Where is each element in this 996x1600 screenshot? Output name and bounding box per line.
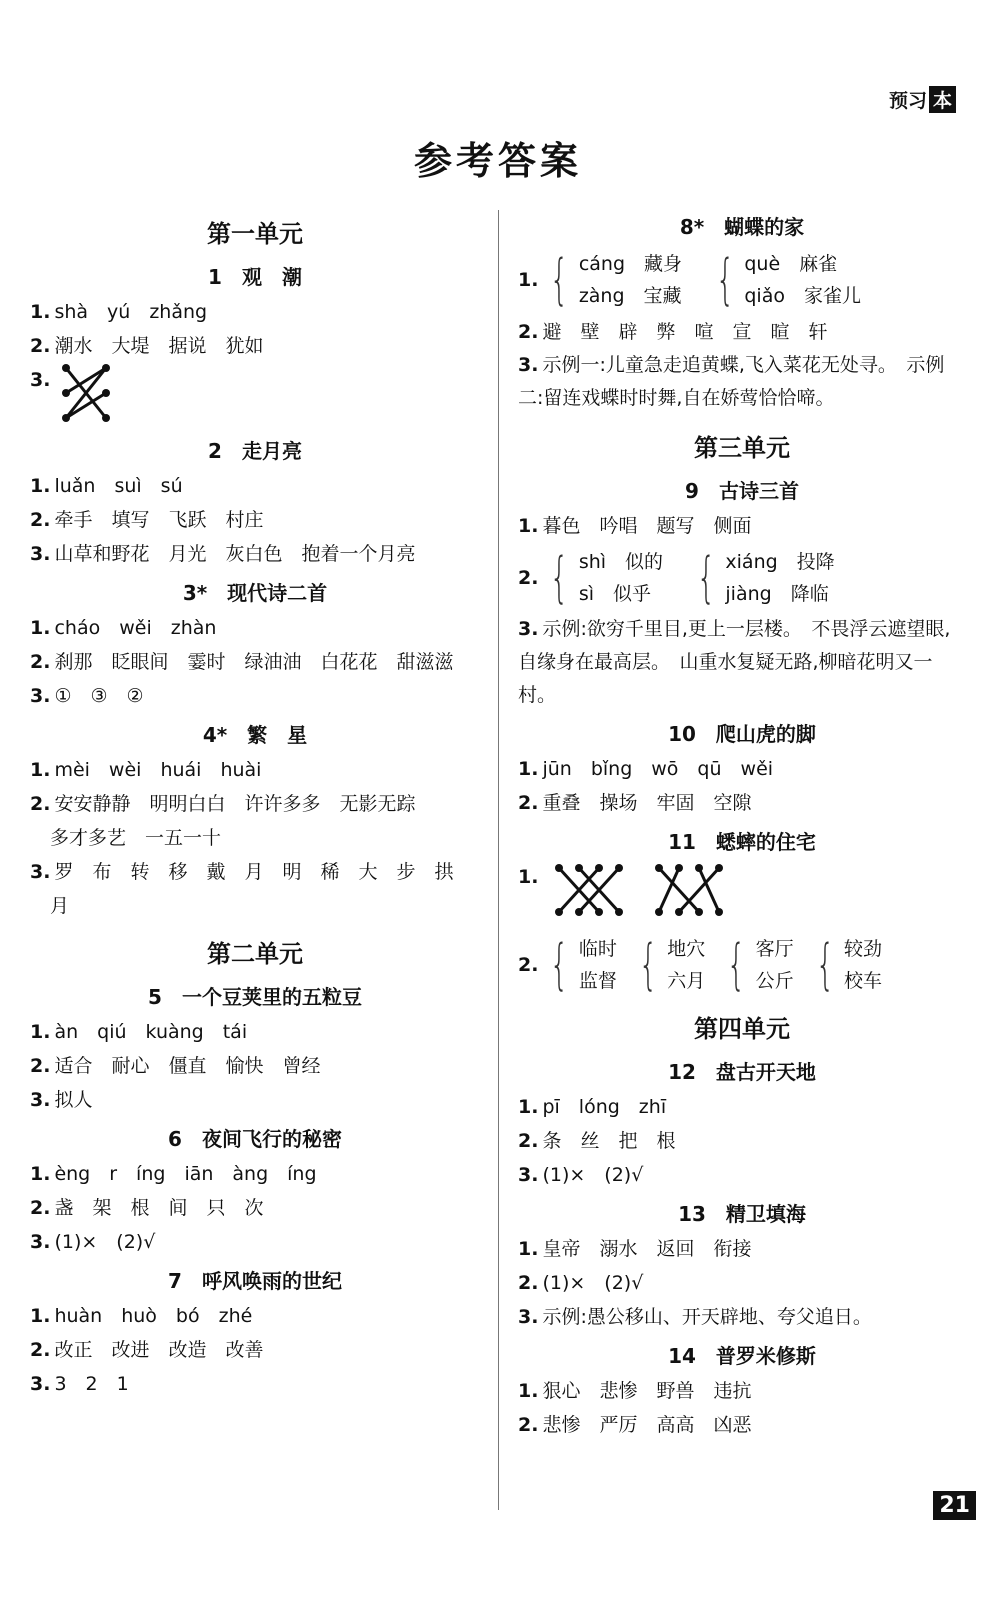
answer-line xyxy=(30,787,480,821)
answer-text: (1)× (2)√ xyxy=(542,1272,644,1294)
answer-num: 2. xyxy=(30,335,51,357)
answer-line xyxy=(30,611,480,645)
brace-item: 较劲 xyxy=(843,938,882,960)
column-divider xyxy=(498,210,499,1510)
lesson-title: 6 夜间飞行的秘密 xyxy=(168,1127,342,1151)
brace-icon: { xyxy=(638,933,658,996)
answer-text: 暮色 吟唱 题写 侧面 xyxy=(542,515,752,537)
answer-line xyxy=(30,1367,480,1401)
answer-num: 2. xyxy=(30,1197,51,1219)
answer-text: 适合 耐心 僵直 愉快 曾经 xyxy=(54,1055,321,1077)
answer-line xyxy=(518,349,966,415)
answer-line: 月 xyxy=(50,895,70,917)
answer-line xyxy=(518,1300,966,1334)
answer-line xyxy=(30,1225,480,1259)
answer-text: èng r íng iān àng íng xyxy=(54,1163,317,1185)
answer-text: 改正 改进 改造 改善 xyxy=(54,1339,264,1361)
brace-item: què 麻雀 xyxy=(744,253,838,275)
brace-item: 公斤 xyxy=(755,970,794,992)
answer-line: 多才多艺 一五一十 xyxy=(50,827,222,849)
answer-text: huàn huò bó zhé xyxy=(54,1305,253,1327)
answer-line xyxy=(30,855,480,889)
answer-line xyxy=(518,786,966,820)
answer-num: 3. xyxy=(518,618,539,640)
answer-line xyxy=(30,295,480,329)
answer-text: 潮水 大堤 据说 犹如 xyxy=(54,335,264,357)
matching-lines-icon xyxy=(61,363,111,423)
answer-line xyxy=(30,503,480,537)
brace-item: 校车 xyxy=(843,970,882,992)
brace-item: qiǎo 家雀儿 xyxy=(744,285,861,307)
answer-num: 2. xyxy=(30,509,51,531)
answer-num: 3. xyxy=(30,861,51,883)
answer-text: 牵手 填写 飞跃 村庄 xyxy=(54,509,264,531)
answer-num: 2. xyxy=(518,1130,539,1152)
answer-num: 3. xyxy=(30,1373,51,1395)
header-tab xyxy=(889,86,956,113)
brace-icon: { xyxy=(696,546,716,609)
answer-num: 1. xyxy=(30,1163,51,1185)
lesson-title: 2 走月亮 xyxy=(208,439,302,463)
answer-line xyxy=(518,860,966,930)
answer-num: 3. xyxy=(30,543,51,565)
answer-line xyxy=(518,752,966,786)
answer-num: 2. xyxy=(518,1414,539,1436)
answer-text: àn qiú kuàng tái xyxy=(54,1021,248,1043)
answer-text: cháo wěi zhàn xyxy=(54,617,217,639)
brace-icon: { xyxy=(815,933,835,996)
lesson-title: 1 观 潮 xyxy=(208,265,302,289)
answer-num: 3. xyxy=(30,369,51,391)
answer-num: 2. xyxy=(30,793,51,815)
answer-num: 2. xyxy=(518,1272,539,1294)
answer-text: 3 2 1 xyxy=(54,1373,129,1395)
answer-num: 3. xyxy=(518,1306,539,1328)
answer-num: 2. xyxy=(518,321,539,343)
lesson-title: 8* 蝴蝶的家 xyxy=(679,215,805,239)
lesson-title: 4* 繁 星 xyxy=(202,723,308,747)
answer-num: 1. xyxy=(518,758,539,780)
answer-text: 安安静静 明明白白 许许多多 无影无踪 xyxy=(54,793,416,815)
brace-group xyxy=(631,933,705,997)
answer-text: 悲惨 严厉 高高 凶恶 xyxy=(542,1414,752,1436)
answer-num: 1. xyxy=(518,1380,539,1402)
answer-line xyxy=(518,613,966,712)
answer-text: 示例一:儿童急走追黄蝶,飞入菜花无处寻。 示例二:留连戏蝶时时舞,自在娇莺恰恰啼。 xyxy=(518,354,945,409)
right-column xyxy=(518,205,966,1442)
answer-line xyxy=(518,1374,966,1408)
unit-title: 第四单元 xyxy=(694,1015,790,1043)
brace-item: xiáng 投降 xyxy=(725,551,835,573)
page-number: 21 xyxy=(933,1491,976,1520)
answer-text: 避 壁 辟 弊 喧 宣 暄 轩 xyxy=(542,321,828,343)
lesson-title: 14 普罗米修斯 xyxy=(668,1344,816,1368)
answer-num: 3. xyxy=(30,1231,51,1253)
unit-title: 第二单元 xyxy=(207,940,303,968)
answer-text: 罗 布 转 移 戴 月 明 稀 大 步 拱 xyxy=(54,861,454,883)
brace-group xyxy=(542,248,682,312)
answer-num: 2. xyxy=(518,954,539,976)
answer-text: 条 丝 把 根 xyxy=(542,1130,676,1152)
brace-group xyxy=(542,546,663,610)
brace-group xyxy=(542,933,616,997)
answer-text: jūn bǐng wō qū wěi xyxy=(542,758,774,780)
header-tab-badge: 本 xyxy=(929,86,956,113)
answer-line xyxy=(518,1158,966,1192)
answer-line xyxy=(30,1333,480,1367)
answer-num: 1. xyxy=(30,617,51,639)
answer-line xyxy=(30,679,480,713)
answer-line xyxy=(30,469,480,503)
brace-icon: { xyxy=(715,248,735,311)
answer-line xyxy=(518,1232,966,1266)
answer-line xyxy=(30,537,480,571)
answer-text: (1)× (2)√ xyxy=(54,1231,156,1253)
brace-group xyxy=(719,933,793,997)
answer-line xyxy=(518,930,966,1000)
answer-line xyxy=(518,1408,966,1442)
lesson-title: 5 一个豆荚里的五粒豆 xyxy=(148,985,362,1009)
answer-text: 重叠 操场 牢固 空隙 xyxy=(542,792,752,814)
answer-text: shà yú zhǎng xyxy=(54,301,208,323)
brace-item: cáng 藏身 xyxy=(578,253,683,275)
lesson-title: 3* 现代诗二首 xyxy=(182,581,328,605)
answer-line xyxy=(30,1049,480,1083)
unit-title: 第一单元 xyxy=(207,220,303,248)
brace-group xyxy=(689,546,835,610)
answer-line xyxy=(518,543,966,613)
brace-item: jiàng 降临 xyxy=(725,583,829,605)
answer-text: 皇帝 溺水 返回 衔接 xyxy=(542,1238,752,1260)
answer-text: 示例:愚公移山、开天辟地、夸父追日。 xyxy=(542,1306,872,1328)
left-column xyxy=(30,205,480,1401)
answer-text: mèi wèi huái huài xyxy=(54,759,262,781)
answer-line xyxy=(30,1299,480,1333)
brace-group xyxy=(808,933,882,997)
answer-text: pī lóng zhī xyxy=(542,1096,667,1118)
brace-item: 六月 xyxy=(667,970,706,992)
answer-num: 3. xyxy=(518,354,539,376)
answer-num: 2. xyxy=(518,567,539,589)
answer-num: 2. xyxy=(518,792,539,814)
answer-num: 3. xyxy=(30,685,51,707)
lesson-title: 12 盘古开天地 xyxy=(668,1060,816,1084)
lesson-title: 13 精卫填海 xyxy=(678,1202,806,1226)
brace-item: 监督 xyxy=(578,970,617,992)
answer-text: 狠心 悲惨 野兽 违抗 xyxy=(542,1380,752,1402)
answer-text: luǎn suì sú xyxy=(54,475,183,497)
brace-item: 地穴 xyxy=(667,938,706,960)
brace-item: zàng 宝藏 xyxy=(578,285,682,307)
answer-num: 2. xyxy=(30,1055,51,1077)
answer-num: 3. xyxy=(518,1164,539,1186)
answer-text: 示例:欲穷千里目,更上一层楼。 不畏浮云遮望眼,自缘身在最高层。 山重水复疑无路,柳暗花明又一村。 xyxy=(518,618,951,706)
lesson-title: 11 蟋蟀的住宅 xyxy=(668,830,816,854)
answer-line xyxy=(30,329,480,363)
brace-icon: { xyxy=(726,933,746,996)
brace-item: 临时 xyxy=(578,938,617,960)
answer-num: 1. xyxy=(518,1096,539,1118)
answer-line xyxy=(30,645,480,679)
answer-line xyxy=(30,1157,480,1191)
answer-num: 1. xyxy=(518,515,539,537)
answer-text: (1)× (2)√ xyxy=(542,1164,644,1186)
brace-group xyxy=(708,248,861,312)
brace-item: sì 似乎 xyxy=(578,583,651,605)
answer-line xyxy=(518,245,966,315)
answer-line xyxy=(518,1124,966,1158)
answer-num: 1. xyxy=(518,866,539,888)
answer-num: 1. xyxy=(30,1021,51,1043)
answer-line xyxy=(518,315,966,349)
answer-line xyxy=(518,1266,966,1300)
answer-num: 1. xyxy=(518,1238,539,1260)
answer-num: 3. xyxy=(30,1089,51,1111)
answer-line xyxy=(518,1090,966,1124)
answer-line xyxy=(30,363,480,425)
lesson-title: 9 古诗三首 xyxy=(685,479,799,503)
answer-text: 拟人 xyxy=(54,1089,93,1111)
brace-item: shì 似的 xyxy=(578,551,664,573)
brace-icon: { xyxy=(550,546,570,609)
matching-lines-icon xyxy=(549,860,729,920)
answer-num: 1. xyxy=(518,269,539,291)
answer-line xyxy=(30,753,480,787)
brace-icon: { xyxy=(550,248,570,311)
brace-icon: { xyxy=(550,933,570,996)
answer-line xyxy=(518,509,966,543)
answer-num: 1. xyxy=(30,759,51,781)
answer-num: 2. xyxy=(30,1339,51,1361)
answer-num: 1. xyxy=(30,301,51,323)
answer-num: 1. xyxy=(30,475,51,497)
answer-num: 2. xyxy=(30,651,51,673)
answer-line xyxy=(30,1083,480,1117)
lesson-title: 7 呼风唤雨的世纪 xyxy=(168,1269,342,1293)
page-title: 参考答案 xyxy=(413,138,582,183)
answer-text: 刹那 眨眼间 霎时 绿油油 白花花 甜滋滋 xyxy=(54,651,454,673)
answer-text: 山草和野花 月光 灰白色 抱着一个月亮 xyxy=(54,543,416,565)
lesson-title: 10 爬山虎的脚 xyxy=(668,722,816,746)
answer-text: ① ③ ② xyxy=(54,685,144,707)
brace-item: 客厅 xyxy=(755,938,794,960)
answer-line xyxy=(30,1191,480,1225)
answer-text: 盏 架 根 间 只 次 xyxy=(54,1197,264,1219)
header-tab-text: 预习 xyxy=(888,90,927,112)
answer-num: 1. xyxy=(30,1305,51,1327)
unit-title: 第三单元 xyxy=(694,434,790,462)
answer-line xyxy=(30,1015,480,1049)
